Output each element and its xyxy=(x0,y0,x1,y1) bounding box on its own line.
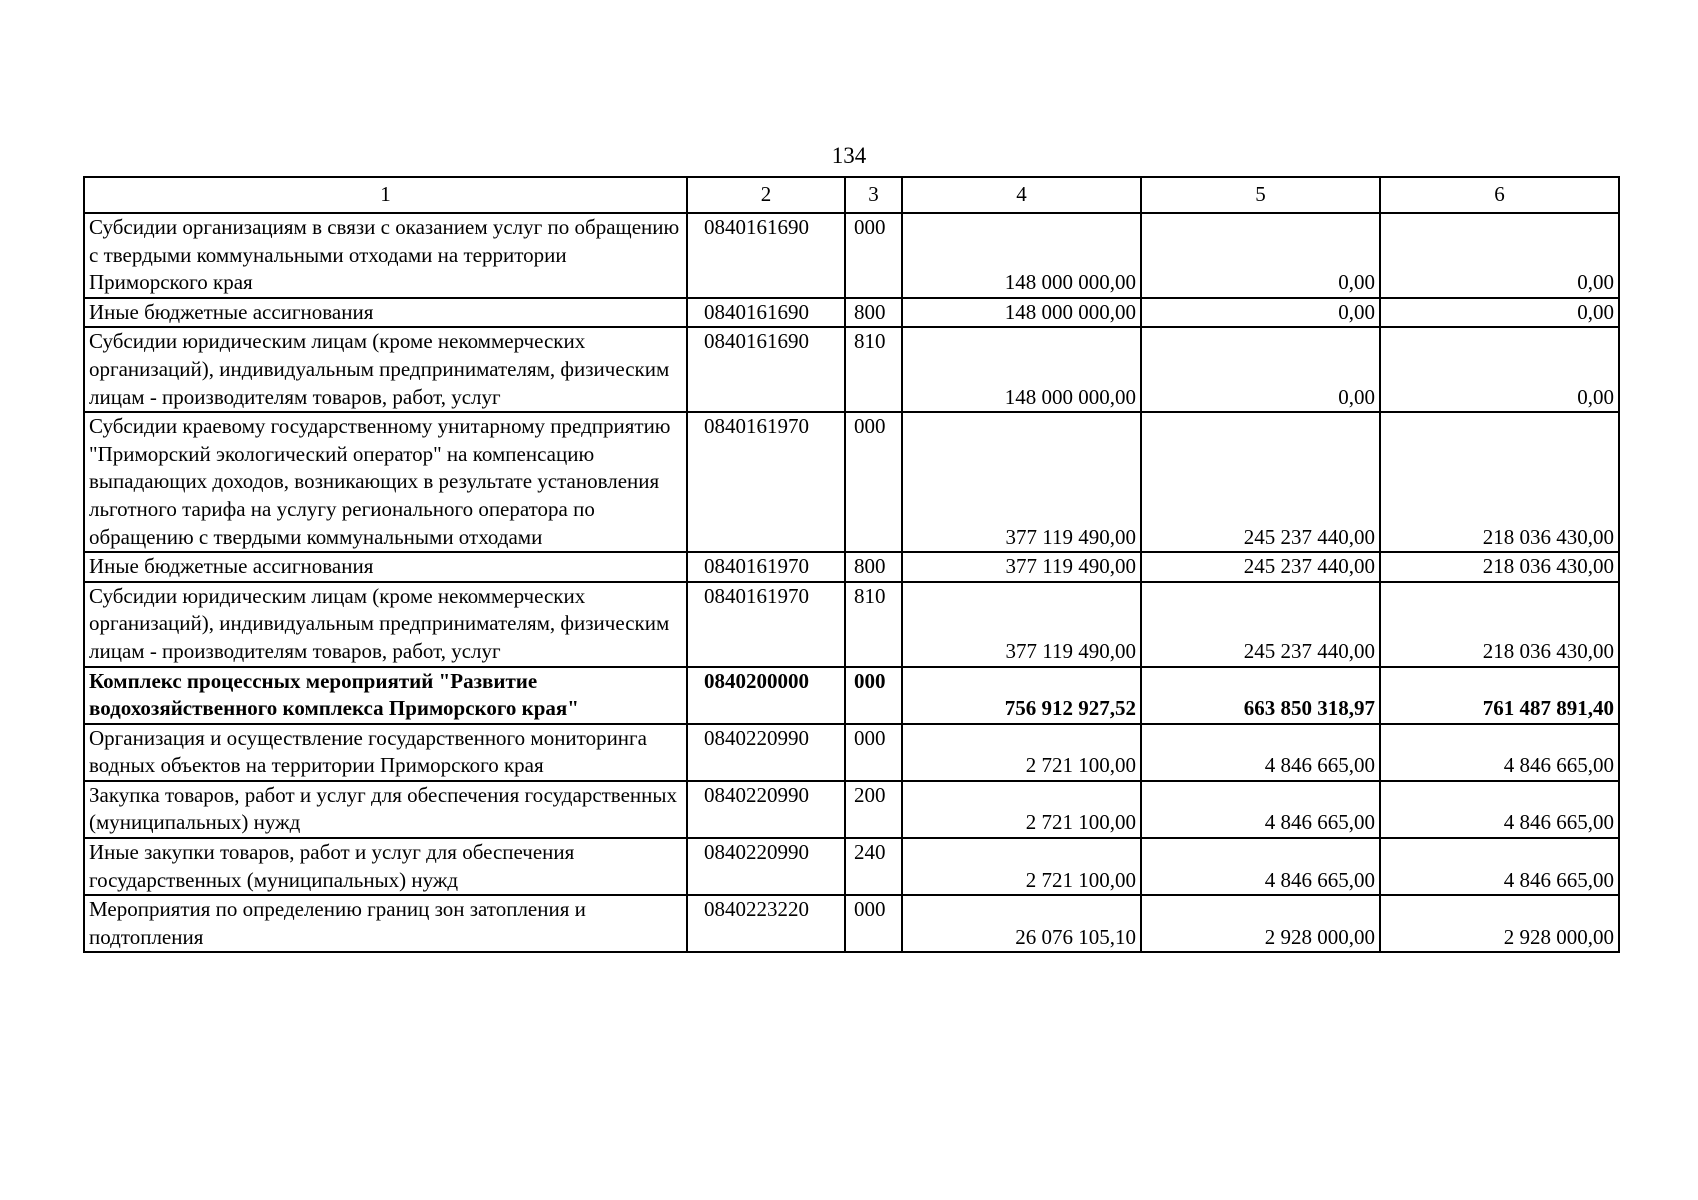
row-expense-type: 000 xyxy=(845,412,902,552)
row-code: 0840220990 xyxy=(687,724,845,781)
row-code: 0840161690 xyxy=(687,213,845,298)
row-amount-col4: 148 000 000,00 xyxy=(902,298,1141,328)
row-amount-col6: 218 036 430,00 xyxy=(1380,552,1619,582)
table-row xyxy=(84,838,1619,895)
row-amount-col4: 2 721 100,00 xyxy=(902,781,1141,838)
column-header: 2 xyxy=(687,177,845,213)
header-row xyxy=(84,177,1619,213)
row-expense-type: 000 xyxy=(845,667,902,724)
row-code: 0840161970 xyxy=(687,552,845,582)
row-amount-col6: 2 928 000,00 xyxy=(1380,895,1619,952)
row-amount-col6: 0,00 xyxy=(1380,213,1619,298)
row-amount-col4: 756 912 927,52 xyxy=(902,667,1141,724)
row-amount-col5: 245 237 440,00 xyxy=(1141,582,1380,667)
row-amount-col5: 0,00 xyxy=(1141,213,1380,298)
table-row xyxy=(84,327,1619,412)
table-row xyxy=(84,781,1619,838)
row-amount-col5: 0,00 xyxy=(1141,298,1380,328)
row-expense-type: 000 xyxy=(845,895,902,952)
table-row xyxy=(84,724,1619,781)
table-row xyxy=(84,582,1619,667)
row-amount-col5: 4 846 665,00 xyxy=(1141,781,1380,838)
row-amount-col4: 377 119 490,00 xyxy=(902,412,1141,552)
row-name: Комплекс процессных мероприятий "Развитие водохозяйственного комплекса Приморского края" xyxy=(84,667,687,724)
row-amount-col4: 148 000 000,00 xyxy=(902,327,1141,412)
row-name: Мероприятия по определению границ зон затопления и подтопления xyxy=(84,895,687,952)
column-header: 3 xyxy=(845,177,902,213)
row-code: 0840161690 xyxy=(687,298,845,328)
row-amount-col6: 0,00 xyxy=(1380,327,1619,412)
row-expense-type: 240 xyxy=(845,838,902,895)
table-row xyxy=(84,213,1619,298)
row-expense-type: 000 xyxy=(845,724,902,781)
row-name: Иные бюджетные ассигнования xyxy=(84,298,687,328)
row-code: 0840223220 xyxy=(687,895,845,952)
row-expense-type: 810 xyxy=(845,327,902,412)
row-expense-type: 810 xyxy=(845,582,902,667)
row-amount-col5: 663 850 318,97 xyxy=(1141,667,1380,724)
row-expense-type: 800 xyxy=(845,298,902,328)
row-name: Субсидии организациям в связи с оказанием услуг по обращению с твердыми коммунальными отходами на территории Приморского края xyxy=(84,213,687,298)
row-amount-col6: 0,00 xyxy=(1380,298,1619,328)
row-name: Организация и осуществление государственного мониторинга водных объектов на территории Приморского края xyxy=(84,724,687,781)
column-header: 5 xyxy=(1141,177,1380,213)
row-name: Иные закупки товаров, работ и услуг для обеспечения государственных (муниципальных) нужд xyxy=(84,838,687,895)
row-expense-type: 000 xyxy=(845,213,902,298)
row-code: 0840200000 xyxy=(687,667,845,724)
row-name: Закупка товаров, работ и услуг для обеспечения государственных (муниципальных) нужд xyxy=(84,781,687,838)
row-amount-col6: 4 846 665,00 xyxy=(1380,724,1619,781)
column-header: 6 xyxy=(1380,177,1619,213)
table-row xyxy=(84,298,1619,328)
row-amount-col5: 245 237 440,00 xyxy=(1141,552,1380,582)
table-row-section-total xyxy=(84,667,1619,724)
row-code: 0840161970 xyxy=(687,582,845,667)
row-amount-col4: 377 119 490,00 xyxy=(902,582,1141,667)
row-amount-col6: 4 846 665,00 xyxy=(1380,838,1619,895)
row-amount-col6: 218 036 430,00 xyxy=(1380,582,1619,667)
row-amount-col4: 2 721 100,00 xyxy=(902,838,1141,895)
row-amount-col6: 218 036 430,00 xyxy=(1380,412,1619,552)
row-amount-col4: 377 119 490,00 xyxy=(902,552,1141,582)
row-expense-type: 200 xyxy=(845,781,902,838)
row-amount-col6: 4 846 665,00 xyxy=(1380,781,1619,838)
row-amount-col4: 26 076 105,10 xyxy=(902,895,1141,952)
row-name: Субсидии юридическим лицам (кроме некоммерческих организаций), индивидуальным предпринимателям, физическим лицам - производителям товаров, работ, услуг xyxy=(84,582,687,667)
row-amount-col4: 148 000 000,00 xyxy=(902,213,1141,298)
row-amount-col5: 4 846 665,00 xyxy=(1141,838,1380,895)
row-amount-col5: 2 928 000,00 xyxy=(1141,895,1380,952)
row-amount-col5: 245 237 440,00 xyxy=(1141,412,1380,552)
column-header: 1 xyxy=(84,177,687,213)
row-name: Иные бюджетные ассигнования xyxy=(84,552,687,582)
row-amount-col5: 4 846 665,00 xyxy=(1141,724,1380,781)
row-name: Субсидии краевому государственному унитарному предприятию "Приморский экологический оператор" на компенсацию выпадающих доходов, возникающих в результате установления льготного тарифа на услугу регионального оператора по обращению с твердыми коммунальными отходами xyxy=(84,412,687,552)
row-code: 0840220990 xyxy=(687,781,845,838)
row-code: 0840161970 xyxy=(687,412,845,552)
column-header: 4 xyxy=(902,177,1141,213)
row-expense-type: 800 xyxy=(845,552,902,582)
table-row xyxy=(84,412,1619,552)
table-row xyxy=(84,895,1619,952)
table-row xyxy=(84,552,1619,582)
row-amount-col5: 0,00 xyxy=(1141,327,1380,412)
row-code: 0840161690 xyxy=(687,327,845,412)
budget-table xyxy=(83,176,1620,953)
row-amount-col6: 761 487 891,40 xyxy=(1380,667,1619,724)
row-amount-col4: 2 721 100,00 xyxy=(902,724,1141,781)
row-name: Субсидии юридическим лицам (кроме некоммерческих организаций), индивидуальным предпринимателям, физическим лицам - производителям товаров, работ, услуг xyxy=(84,327,687,412)
page-number: 134 xyxy=(831,143,867,168)
row-code: 0840220990 xyxy=(687,838,845,895)
